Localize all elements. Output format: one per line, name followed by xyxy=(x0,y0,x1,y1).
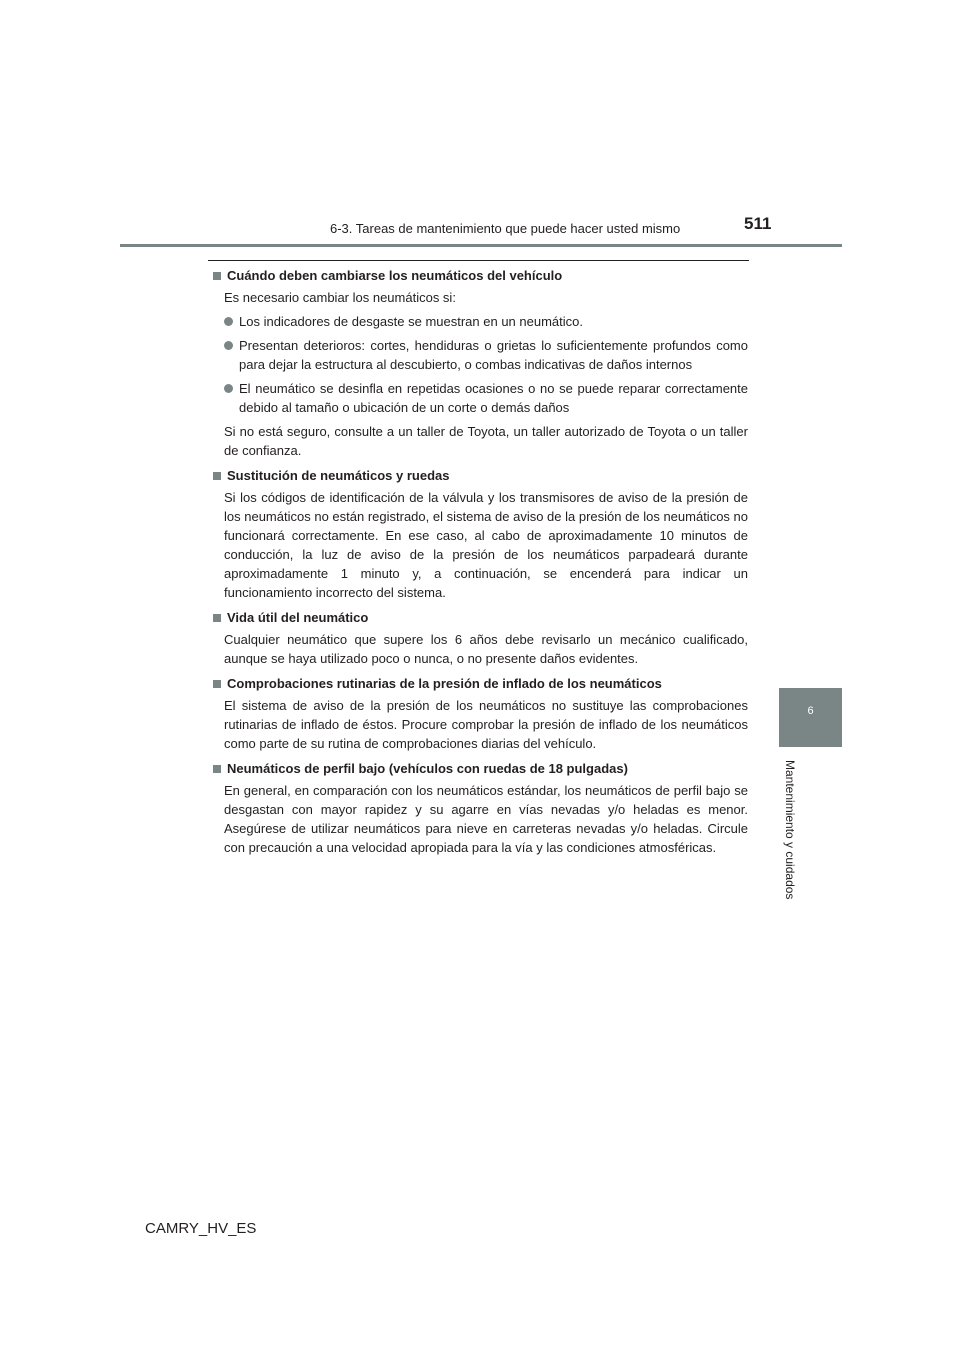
document-code: CAMRY_HV_ES xyxy=(145,1220,257,1237)
square-bullet-icon xyxy=(213,680,221,688)
section-tire-life xyxy=(211,608,748,668)
section-title-text: Neumáticos de perfil bajo (vehículos con ruedas de 18 pulgadas) xyxy=(227,761,628,776)
chapter-number: 6 xyxy=(807,705,814,717)
section-outro: Si no está seguro, consulte a un taller de Toyota, un taller autorizado de Toyota o un taller de confianza. xyxy=(224,424,748,458)
section-title xyxy=(211,608,748,627)
list-item xyxy=(224,379,748,417)
round-bullet-icon xyxy=(224,317,233,326)
section-intro: Es necesario cambiar los neumáticos si: xyxy=(224,290,456,305)
square-bullet-icon xyxy=(213,272,221,280)
round-bullet-icon xyxy=(224,384,233,393)
section-header-title: 6-3. Tareas de mantenimiento que puede hacer usted mismo xyxy=(330,221,681,236)
chapter-tab xyxy=(779,688,842,747)
section-tire-replacement-when xyxy=(211,266,748,460)
section-title xyxy=(211,759,748,778)
main-content xyxy=(211,266,748,863)
section-pressure-checks xyxy=(211,674,748,753)
content-divider xyxy=(208,260,749,261)
section-body: El sistema de aviso de la presión de los neumáticos no sustituye las comprobaciones rutinarias de inflado de éstos. Procure comprobar la presión de inflado de los neumáticos como parte de su rutina de comprobaciones diarias del vehículo. xyxy=(224,698,748,751)
list-item-text: El neumático se desinfla en repetidas ocasiones o no se puede reparar correctamente debido al tamaño o ubicación de un corte o demás daños xyxy=(239,381,748,415)
section-title-text: Vida útil del neumático xyxy=(227,610,369,625)
header-divider xyxy=(120,244,842,247)
section-body: Si los códigos de identificación de la válvula y los transmisores de aviso de la presión de los neumáticos no están registrado, el sistema de aviso de la presión de los neumáticos no funcionará correctamente. En ese caso, al cabo de aproximadamente 10 minutos de conducción, la luz de aviso de la presión de los neumáticos parpadeará durante aproximadamente 1 minuto y, a continuación, se encenderá para indicar un funcionamiento incorrecto del sistema. xyxy=(224,490,748,600)
list-item xyxy=(224,336,748,374)
section-title-text: Sustitución de neumáticos y ruedas xyxy=(227,468,450,483)
section-body: En general, en comparación con los neumáticos estándar, los neumáticos de perfil bajo se desgastan con mayor rapidez y su agarre en vías nevadas y/o heladas es menor. Asegúrese de utilizar neumáticos para nieve en carreteras nevadas y/o heladas. Circule con precaución a una velocidad apropiada para la vía y las condiciones atmosféricas. xyxy=(224,783,748,855)
list-item xyxy=(224,312,748,331)
section-title-text: Cuándo deben cambiarse los neumáticos del vehículo xyxy=(227,268,563,283)
square-bullet-icon xyxy=(213,472,221,480)
list-item-text: Presentan deterioros: cortes, hendiduras o grietas lo suficientemente profundos como para dejar la estructura al descubierto, o combas indicativas de daños internos xyxy=(239,338,748,372)
page-number: 511 xyxy=(744,214,772,233)
section-body: Cualquier neumático que supere los 6 años debe revisarlo un mecánico cualificado, aunque se haya utilizado poco o nunca, o no presente daños evidentes. xyxy=(224,632,748,666)
section-tire-wheel-substitution xyxy=(211,466,748,602)
section-title xyxy=(211,466,748,485)
round-bullet-icon xyxy=(224,341,233,350)
section-title-text: Comprobaciones rutinarias de la presión de inflado de los neumáticos xyxy=(227,676,662,691)
square-bullet-icon xyxy=(213,765,221,773)
section-title xyxy=(211,674,748,693)
section-low-profile-tires xyxy=(211,759,748,857)
chapter-label: Mantenimiento y cuidados xyxy=(783,760,797,900)
list-item-text: Los indicadores de desgaste se muestran en un neumático. xyxy=(239,314,583,329)
section-title xyxy=(211,266,748,285)
square-bullet-icon xyxy=(213,614,221,622)
chapter-label-wrap xyxy=(775,760,815,910)
